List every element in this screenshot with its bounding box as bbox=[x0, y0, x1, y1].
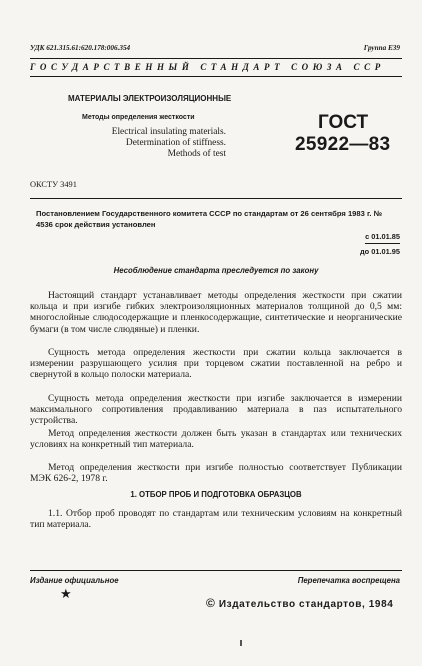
en-title-line: Electrical insulating materials. bbox=[111, 127, 226, 137]
effective-to-date: до 01.01.95 bbox=[359, 247, 400, 256]
section-heading: 1. ОТБОР ПРОБ И ПОДГОТОВКА ОБРАЗЦОВ bbox=[130, 490, 302, 499]
state-standard-title: ГОСУДАРСТВЕННЫЙ СТАНДАРТ СОЮЗА ССР bbox=[30, 62, 385, 72]
publisher-line bbox=[206, 596, 393, 610]
group-code: Группа Е39 bbox=[363, 44, 400, 52]
document-title-en bbox=[68, 127, 226, 160]
gost-number: 25922—83 bbox=[295, 134, 391, 155]
gost-label: ГОСТ bbox=[318, 112, 369, 133]
reprint-prohibited: Перепечатка воспрещена bbox=[297, 576, 400, 585]
clause-1-1: 1.1. Отбор проб проводят по стандартам или техническим условиям на конкретный тип материала. bbox=[30, 508, 402, 531]
paragraph-iec: Метод определения жесткости при изгибе полностью соответствует Публикации МЭК 626-2, 1978 г. bbox=[30, 462, 402, 485]
official-edition: Издание официальное bbox=[30, 576, 119, 585]
en-title-line: Methods of test bbox=[167, 149, 226, 159]
en-title-line: Determination of stiffness. bbox=[125, 138, 226, 148]
paragraph-bend-method: Сущность метода определения жесткости при изгибе заключается в измерении максимального сопротивления продавливанию материала в паз испытательного устройства. bbox=[30, 393, 402, 427]
copyright-icon: © bbox=[206, 596, 216, 610]
top-rule bbox=[30, 58, 402, 59]
rule-under-title bbox=[30, 76, 402, 77]
document-title-ru: МАТЕРИАЛЫ ЭЛЕКТРОИЗОЛЯЦИОННЫЕ bbox=[68, 94, 232, 103]
footer-rule bbox=[30, 570, 402, 571]
okstu-code: ОКСТУ 3491 bbox=[30, 180, 77, 189]
publisher-name: Издательство стандартов, 1984 bbox=[218, 599, 394, 610]
document-subtitle-ru: Методы определения жесткости bbox=[82, 114, 195, 121]
paragraph-ring-method: Сущность метода определения жесткости при сжатии кольца заключается в измерении разрушающего усилия при торцевом сжатии поставленной на ребро и свернутой в кольцо полоски материала. bbox=[30, 347, 402, 381]
paragraph-method-choice: Метод определения жесткости должен быть указан в стандартах или технических условиях на конкретный тип материала. bbox=[30, 428, 402, 451]
udk-code: УДК 621.315.61:620.178:006.354 bbox=[30, 44, 131, 52]
law-notice: Несоблюдение стандарта преследуется по закону bbox=[113, 266, 319, 275]
paragraph-scope: Настоящий стандарт устанавливает методы определения жесткости при сжатии кольца и при изгибе гибких электроизоляционных материалов толщиной до 0,5 мм: многослойные слюдосодержащие и пленкосодержащие, синтетические и неорганические бумаги (в том числе слюдяные) и пленки. bbox=[30, 290, 402, 335]
star-icon: ★ bbox=[60, 586, 72, 601]
effective-from-date: с 01.01.85 bbox=[365, 232, 400, 244]
decree-text: Постановлением Государственного комитета СССР по стандартам от 26 сентября 1983 г. № 4536 срок действия установлен bbox=[36, 209, 383, 229]
page-tick-mark bbox=[240, 640, 242, 646]
rule-before-decree bbox=[30, 198, 402, 199]
